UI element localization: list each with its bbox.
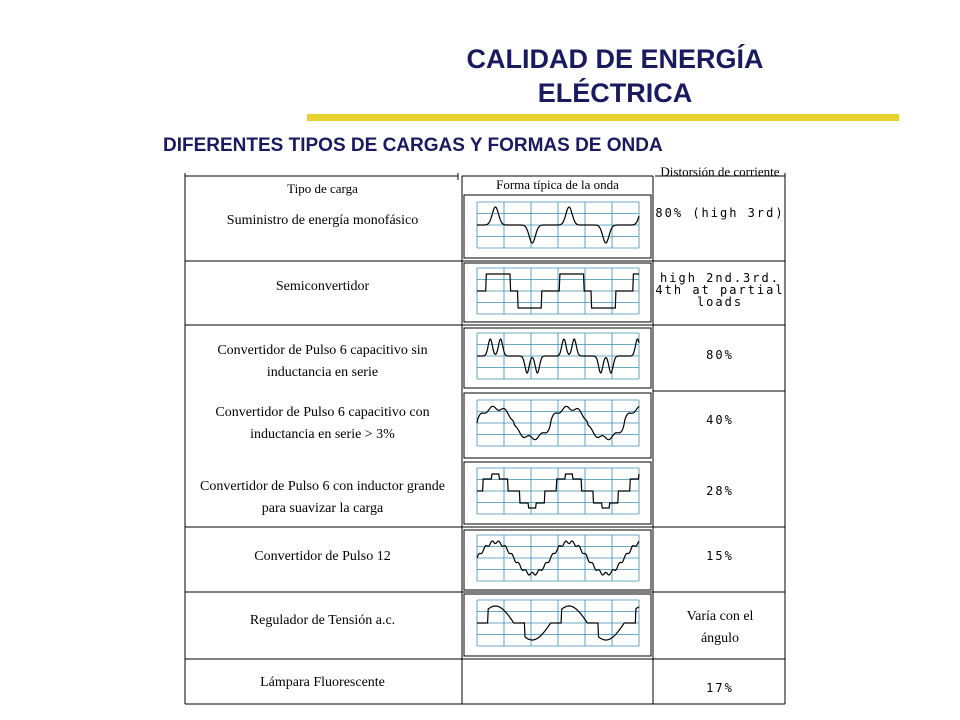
header-distortion: Distorsión de corriente [660, 164, 780, 179]
waveform-six-pulse-ind [467, 464, 647, 522]
row-label-2: Semiconvertidor [275, 279, 370, 294]
waveform-twelve-pulse [467, 531, 647, 589]
title-line-2: ELÉCTRICA [537, 78, 693, 108]
subtitle: DIFERENTES TIPOS DE CARGAS Y FORMAS DE ONDA [163, 135, 663, 156]
waveform-six-pulse-cap-ind [467, 396, 647, 454]
header-load-type: Tipo de carga [287, 181, 358, 196]
waveform-single-phase [467, 198, 647, 256]
waveform-semiconverter [467, 264, 647, 322]
row-label-3: Convertidor de Pulso 6 capacitivo sin inductancia en serie [217, 343, 428, 380]
distortion-1: 80% (high 3rd) [655, 206, 785, 220]
row-label-5: Convertidor de Pulso 6 con inductor grande para suavizar la carga [200, 479, 445, 516]
waveform-ac-regulator [467, 596, 647, 654]
header-waveform: Forma típica de la onda [496, 177, 619, 192]
waveform-six-pulse-cap [467, 329, 647, 387]
distortion-2: high 2nd.3rd. 4th at partial loads [655, 271, 785, 309]
distortion-8: 17% [706, 681, 734, 695]
distortion-3: 80% [706, 348, 734, 362]
row-label-8: Lámpara Fluorescente [260, 675, 385, 690]
distortion-5: 28% [706, 484, 734, 498]
distortion-7: Varía con el ángulo [686, 609, 754, 646]
row-label-1: Suministro de energía monofásico [226, 213, 419, 228]
title-line-1: CALIDAD DE ENERGÍA [466, 44, 764, 74]
distortion-4: 40% [706, 413, 734, 427]
row-label-6: Convertidor de Pulso 12 [254, 549, 391, 564]
row-label-7: Regulador de Tensión a.c. [249, 613, 396, 628]
distortion-6: 15% [706, 549, 734, 563]
row-label-4: Convertidor de Pulso 6 capacitivo con inductancia en serie > 3% [215, 405, 430, 442]
